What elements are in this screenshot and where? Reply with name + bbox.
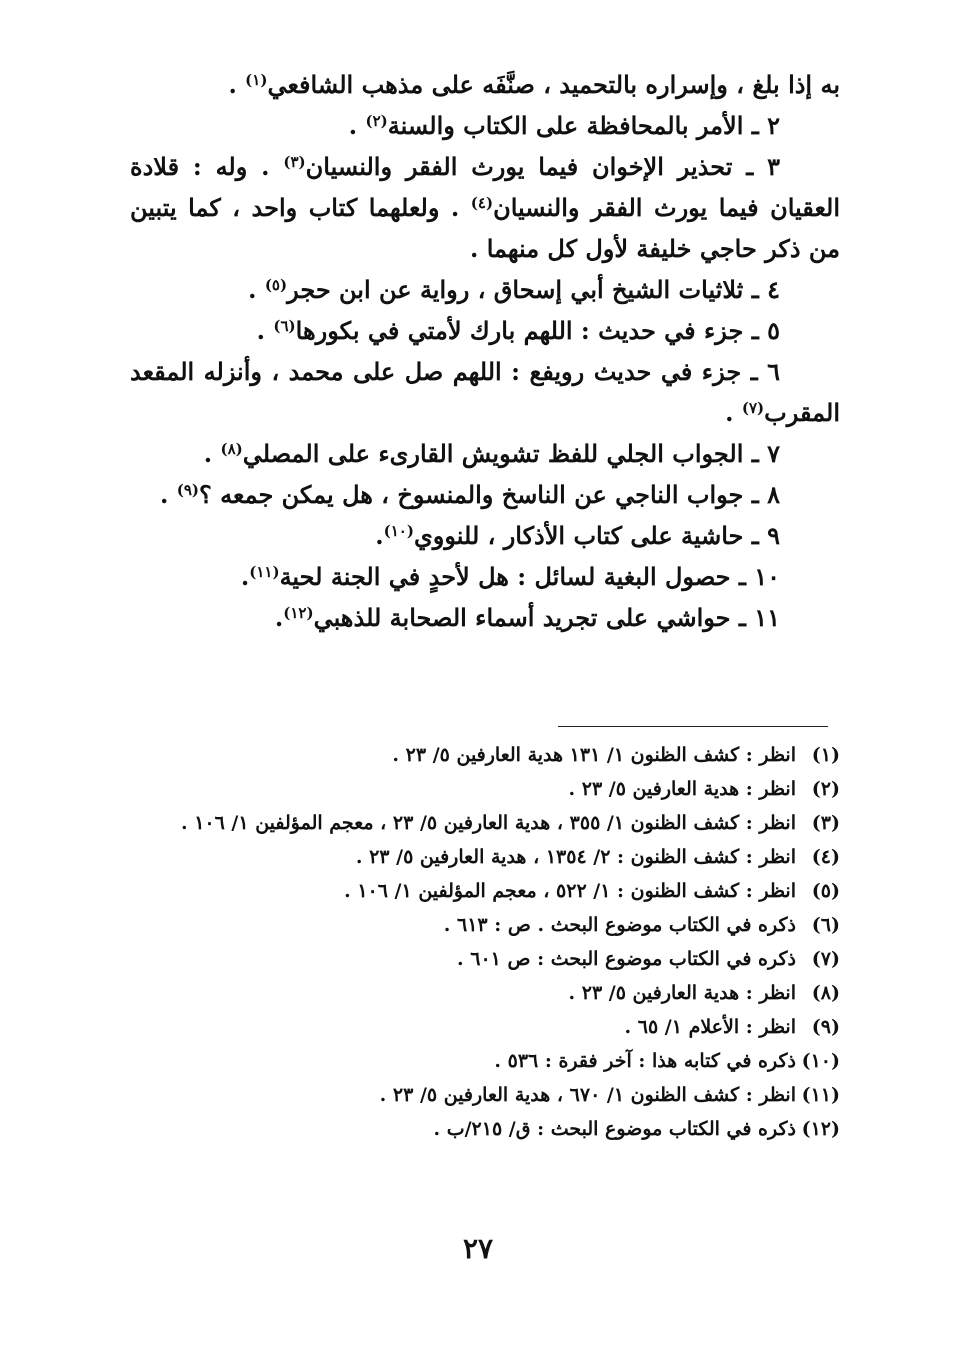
footnote-ref[interactable]: (٦) xyxy=(273,317,296,335)
text-line: به إذا بلغ ، وإسراره بالتحميد ، صنَّفَه على مذهب الشافعي$^{(١)}$ . xyxy=(228,70,840,99)
footnote xyxy=(130,1112,840,1146)
footnote-text: انظر : كشف الظنون : ٢/ ١٣٥٤ ، هدية العارفين ٥/ ٢٣ . xyxy=(355,846,796,868)
list-item: ٩ ـ حاشية على كتاب الأذكار ، للنووي$^{(١٠)}$. xyxy=(375,521,780,550)
footnote-text: ذكره في كتابه هذا : آخر فقرة : ٥٣٦ . xyxy=(494,1050,796,1072)
footnote-text: ذكره في الكتاب موضوع البحث : ق/ ٢١٥/ب . xyxy=(433,1118,796,1140)
list-item: ١١ ـ حواشي على تجريد أسماء الصحابة للذهبي$^{(١٢)}$. xyxy=(274,603,780,632)
footnote xyxy=(130,772,840,806)
list-item: ٤ ـ ثلاثيات الشيخ أبي إسحاق ، رواية عن ابن حجر$^{(٥)}$ . xyxy=(248,275,780,304)
footnotes xyxy=(130,738,840,1146)
footnote-ref[interactable]: (٤) xyxy=(470,194,494,212)
list-item: ٥ ـ جزء في حديث : اللهم بارك لأمتي في بكورها$^{(٦)}$ . xyxy=(256,316,780,345)
footnote xyxy=(130,1044,840,1078)
footnote-ref[interactable]: (٢) xyxy=(365,112,388,130)
footnote-text: انظر : كشف الظنون : ١/ ٥٢٢ ، معجم المؤلفين ١/ ١٠٦ . xyxy=(344,880,796,902)
footnote-text: انظر : كشف الظنون ١/ ١٣١ هدية العارفين ٥/ ٢٣ . xyxy=(392,744,796,766)
footnote-text: ذكره في الكتاب موضوع البحث : ص ٦٠١ . xyxy=(457,948,796,970)
footnote xyxy=(130,806,840,840)
list-item: ٢ ـ الأمر بالمحافظة على الكتاب والسنة$^{(٢)}$ . xyxy=(348,111,780,140)
footnote-number: (٧) xyxy=(811,948,840,970)
footnote-ref[interactable]: (١١) xyxy=(249,563,280,581)
footnote-text: انظر : كشف الظنون ١/ ٦٧٠ ، هدية العارفين ٥/ ٢٣ . xyxy=(379,1084,796,1106)
list-item: ٧ ـ الجواب الجلي للفظ تشويش القارىء على المصلي$^{(٨)}$ . xyxy=(203,439,780,468)
footnote xyxy=(130,874,840,908)
footnote-ref[interactable]: (١) xyxy=(245,71,268,89)
footnote-number: (١٢) xyxy=(801,1118,840,1140)
footnote-ref[interactable]: (١٠) xyxy=(383,522,414,540)
footnote-number: (٦) xyxy=(811,914,840,936)
footnote-text: انظر : كشف الظنون ١/ ٣٥٥ ، هدية العارفين ٥/ ٢٣ ، معجم المؤلفين ١/ ١٠٦ . xyxy=(180,812,796,834)
footnote xyxy=(130,738,840,772)
footnote-text: انظر : هدية العارفين ٥/ ٢٣ . xyxy=(568,778,796,800)
list-item: ٨ ـ جواب الناجي عن الناسخ والمنسوخ ، هل يمكن جمعه ؟$^{(٩)}$ . xyxy=(160,480,780,509)
footnote-number: (١) xyxy=(811,744,840,766)
footnote-ref[interactable]: (٥) xyxy=(264,276,288,294)
main-text xyxy=(130,64,840,638)
footnote-text: ذكره في الكتاب موضوع البحث . ص : ٦١٣ . xyxy=(443,914,796,936)
footnote-number: (٣) xyxy=(811,812,840,834)
footnote xyxy=(130,840,840,874)
footnote-number: (١٠) xyxy=(801,1050,840,1072)
footnote-text: انظر : هدية العارفين ٥/ ٢٣ . xyxy=(568,982,796,1004)
footnote-text: انظر : الأعلام ١/ ٦٥ . xyxy=(624,1016,796,1038)
footnote xyxy=(130,1078,840,1112)
footnote-ref[interactable]: (٩) xyxy=(176,481,200,499)
page-number: ٢٧ xyxy=(462,1232,494,1265)
list-item: ٣ ـ تحذير الإخوان فيما يورث الفقر والنسيان$^{(٣)}$ . وله : قلادة العقيان فيما يورث الفقر والنسيان$^{(٤)}$ . ولعلهما كتاب واحد ، كما يتبين من ذكر حاجي خليفة لأول كل منهما . xyxy=(130,152,841,263)
footnote xyxy=(130,1010,840,1044)
footnote-separator xyxy=(558,726,828,727)
list-item: ١٠ ـ حصول البغية لسائل : هل لأحدٍ في الجنة لحية$^{(١١)}$. xyxy=(240,562,780,591)
footnote xyxy=(130,942,840,976)
footnote-ref[interactable]: (١٢) xyxy=(283,604,314,622)
footnote-ref[interactable]: (٧) xyxy=(741,399,765,417)
footnote xyxy=(130,908,840,942)
list-item: ٦ ـ جزء في حديث رويفع : اللهم صل على محمد ، وأنزله المقعد المقرب$^{(٧)}$ . xyxy=(130,357,840,427)
footnote-number: (٨) xyxy=(811,982,840,1004)
footnote-number: (٢) xyxy=(811,778,840,800)
footnote xyxy=(130,976,840,1010)
footnote-ref[interactable]: (٨) xyxy=(220,440,243,458)
footnote-number: (١١) xyxy=(801,1084,840,1106)
footnote-ref[interactable]: (٣) xyxy=(283,153,306,171)
footnote-number: (٥) xyxy=(811,880,840,902)
footnote-number: (٩) xyxy=(811,1016,840,1038)
footnote-number: (٤) xyxy=(811,846,840,868)
